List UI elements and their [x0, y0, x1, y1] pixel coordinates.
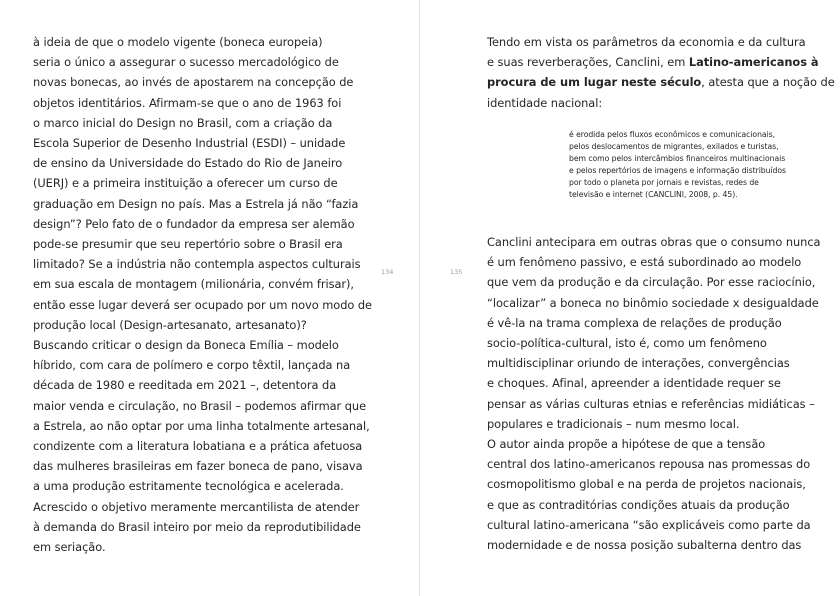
text-line: “localizar” a boneca no binômio sociedade x desigualdade: [487, 295, 819, 310]
text-line: condizente com a literatura lobatiana e a prática afetuosa: [33, 439, 363, 454]
text-line: Canclini antecipara em outras obras que o consumo nunca: [487, 235, 821, 249]
text-line: socio-política-cultural, isto é, como um fenômeno: [487, 336, 767, 351]
text-line: modernidade e de nossa posição subalterna dentro das: [487, 538, 802, 553]
text-line: a Estrela, ao não optar por uma linha totalmente artesanal,: [33, 418, 370, 433]
text-line: pode-se presumir que seu repertório sobre o Brasil era: [33, 237, 343, 252]
text-line: produção local (Design-artesanato, artesanato)?: [33, 317, 307, 332]
page-number-right: 135: [450, 268, 463, 276]
quote-line: pelos deslocamentos de migrantes, exilados e turistas,: [569, 142, 779, 152]
right-page-body: [487, 232, 821, 555]
text-segment: , atesta que a noção de: [701, 75, 835, 90]
text-line: em sua escala de montagem (milionária, convém frisar),: [33, 277, 354, 292]
quote-line: bem como pelos intercâmbios financeiros multinacionais: [569, 154, 786, 164]
text-line: o marco inicial do Design no Brasil, com a criação da: [33, 115, 333, 130]
page-gutter: [419, 0, 420, 596]
text-line: [487, 72, 835, 92]
quote-line: por todo o planeta por jornais e revistas, redes de: [569, 178, 759, 188]
text-line: à ideia de que o modelo vigente (boneca europeia): [33, 35, 323, 49]
text-line: que vem da produção e da circulação. Por esse raciocínio,: [487, 275, 816, 290]
quote-line: é erodida pelos fluxos econômicos e comunicacionais,: [569, 130, 776, 139]
book-title-bold: Latino-americanos à: [688, 55, 819, 70]
text-line: novas bonecas, ao invés de apostarem na concepção de: [33, 75, 354, 90]
text-line: O autor ainda propõe a hipótese de que a tensão: [487, 437, 766, 452]
text-line: populares e tradicionais – num mesmo local.: [487, 416, 740, 431]
right-page-intro: [487, 32, 835, 113]
text-line: a uma produção estritamente tecnológica e acelerada.: [33, 479, 344, 494]
text-line: cultural latino-americana “são explicáveis como parte da: [487, 517, 811, 532]
text-line: Acrescido o objetivo meramente mercantilista de atender: [33, 499, 360, 514]
text-line: e que as contraditórias condições atuais da produção: [487, 497, 790, 512]
text-line: é vê-la na trama complexa de relações de produção: [487, 315, 782, 330]
text-line: graduação em Design no país. Mas a Estrela já não “fazia: [33, 196, 359, 211]
text-line: maior venda e circulação, no Brasil – podemos afirmar que: [33, 398, 367, 413]
text-line: cosmopolitismo global e na perda de projetos nacionais,: [487, 477, 806, 492]
text-line: e choques. Afinal, apreender a identidade requer se: [487, 376, 781, 391]
text-line: (UERJ) e a primeira instituição a oferecer um curso de: [33, 176, 338, 191]
text-line: é um fenômeno passivo, e está subordinado ao modelo: [487, 255, 802, 270]
text-line: Buscando criticar o design da Boneca Emília – modelo: [33, 338, 339, 353]
text-line: limitado? Se a indústria não contempla aspectos culturais: [33, 257, 361, 272]
quote-line: televisão e internet (CANCLINI, 2008, p. 45).: [569, 190, 738, 200]
quote-line: e pelos repertórios de imagens e informação distribuídos: [569, 166, 786, 176]
text-line: Tendo em vista os parâmetros da economia e da cultura: [487, 35, 806, 49]
block-quote: [569, 129, 814, 202]
text-line: multidisciplinar oriundo de interações, convergências: [487, 356, 790, 371]
text-line: pensar as várias culturas etnias e referências midiáticas –: [487, 396, 815, 411]
text-line: das mulheres brasileiras em fazer boneca de pano, visava: [33, 459, 363, 474]
text-line: design”? Pelo fato de o fundador da empresa ser alemão: [33, 216, 355, 231]
text-line: de ensino da Universidade do Estado do Rio de Janeiro: [33, 156, 343, 171]
text-line: [487, 52, 817, 72]
text-line: central dos latino-americanos repousa nas promessas do: [487, 457, 811, 472]
text-line: seria o único a assegurar o sucesso mercadológico de: [33, 55, 339, 70]
text-line: híbrido, com cara de polímero e corpo têxtil, lançada na: [33, 358, 351, 373]
text-line: identidade nacional:: [487, 95, 603, 110]
left-page-text: [33, 32, 372, 557]
text-line: Escola Superior de Desenho Industrial (ESDI) – unidade: [33, 136, 346, 151]
page-number-left: 134: [381, 268, 394, 276]
book-title-bold: procura de um lugar neste século: [487, 75, 702, 90]
text-line: em seriação.: [33, 540, 106, 555]
text-line: à demanda do Brasil inteiro por meio da reprodutibilidade: [33, 519, 361, 534]
text-line: então esse lugar deverá ser ocupado por um novo modo de: [33, 297, 372, 312]
text-segment: e suas reverberações, Canclini, em: [487, 55, 689, 70]
text-line: década de 1980 e reeditada em 2021 –, detentora da: [33, 378, 337, 393]
text-line: objetos identitários. Afirmam-se que o ano de 1963 foi: [33, 95, 342, 110]
